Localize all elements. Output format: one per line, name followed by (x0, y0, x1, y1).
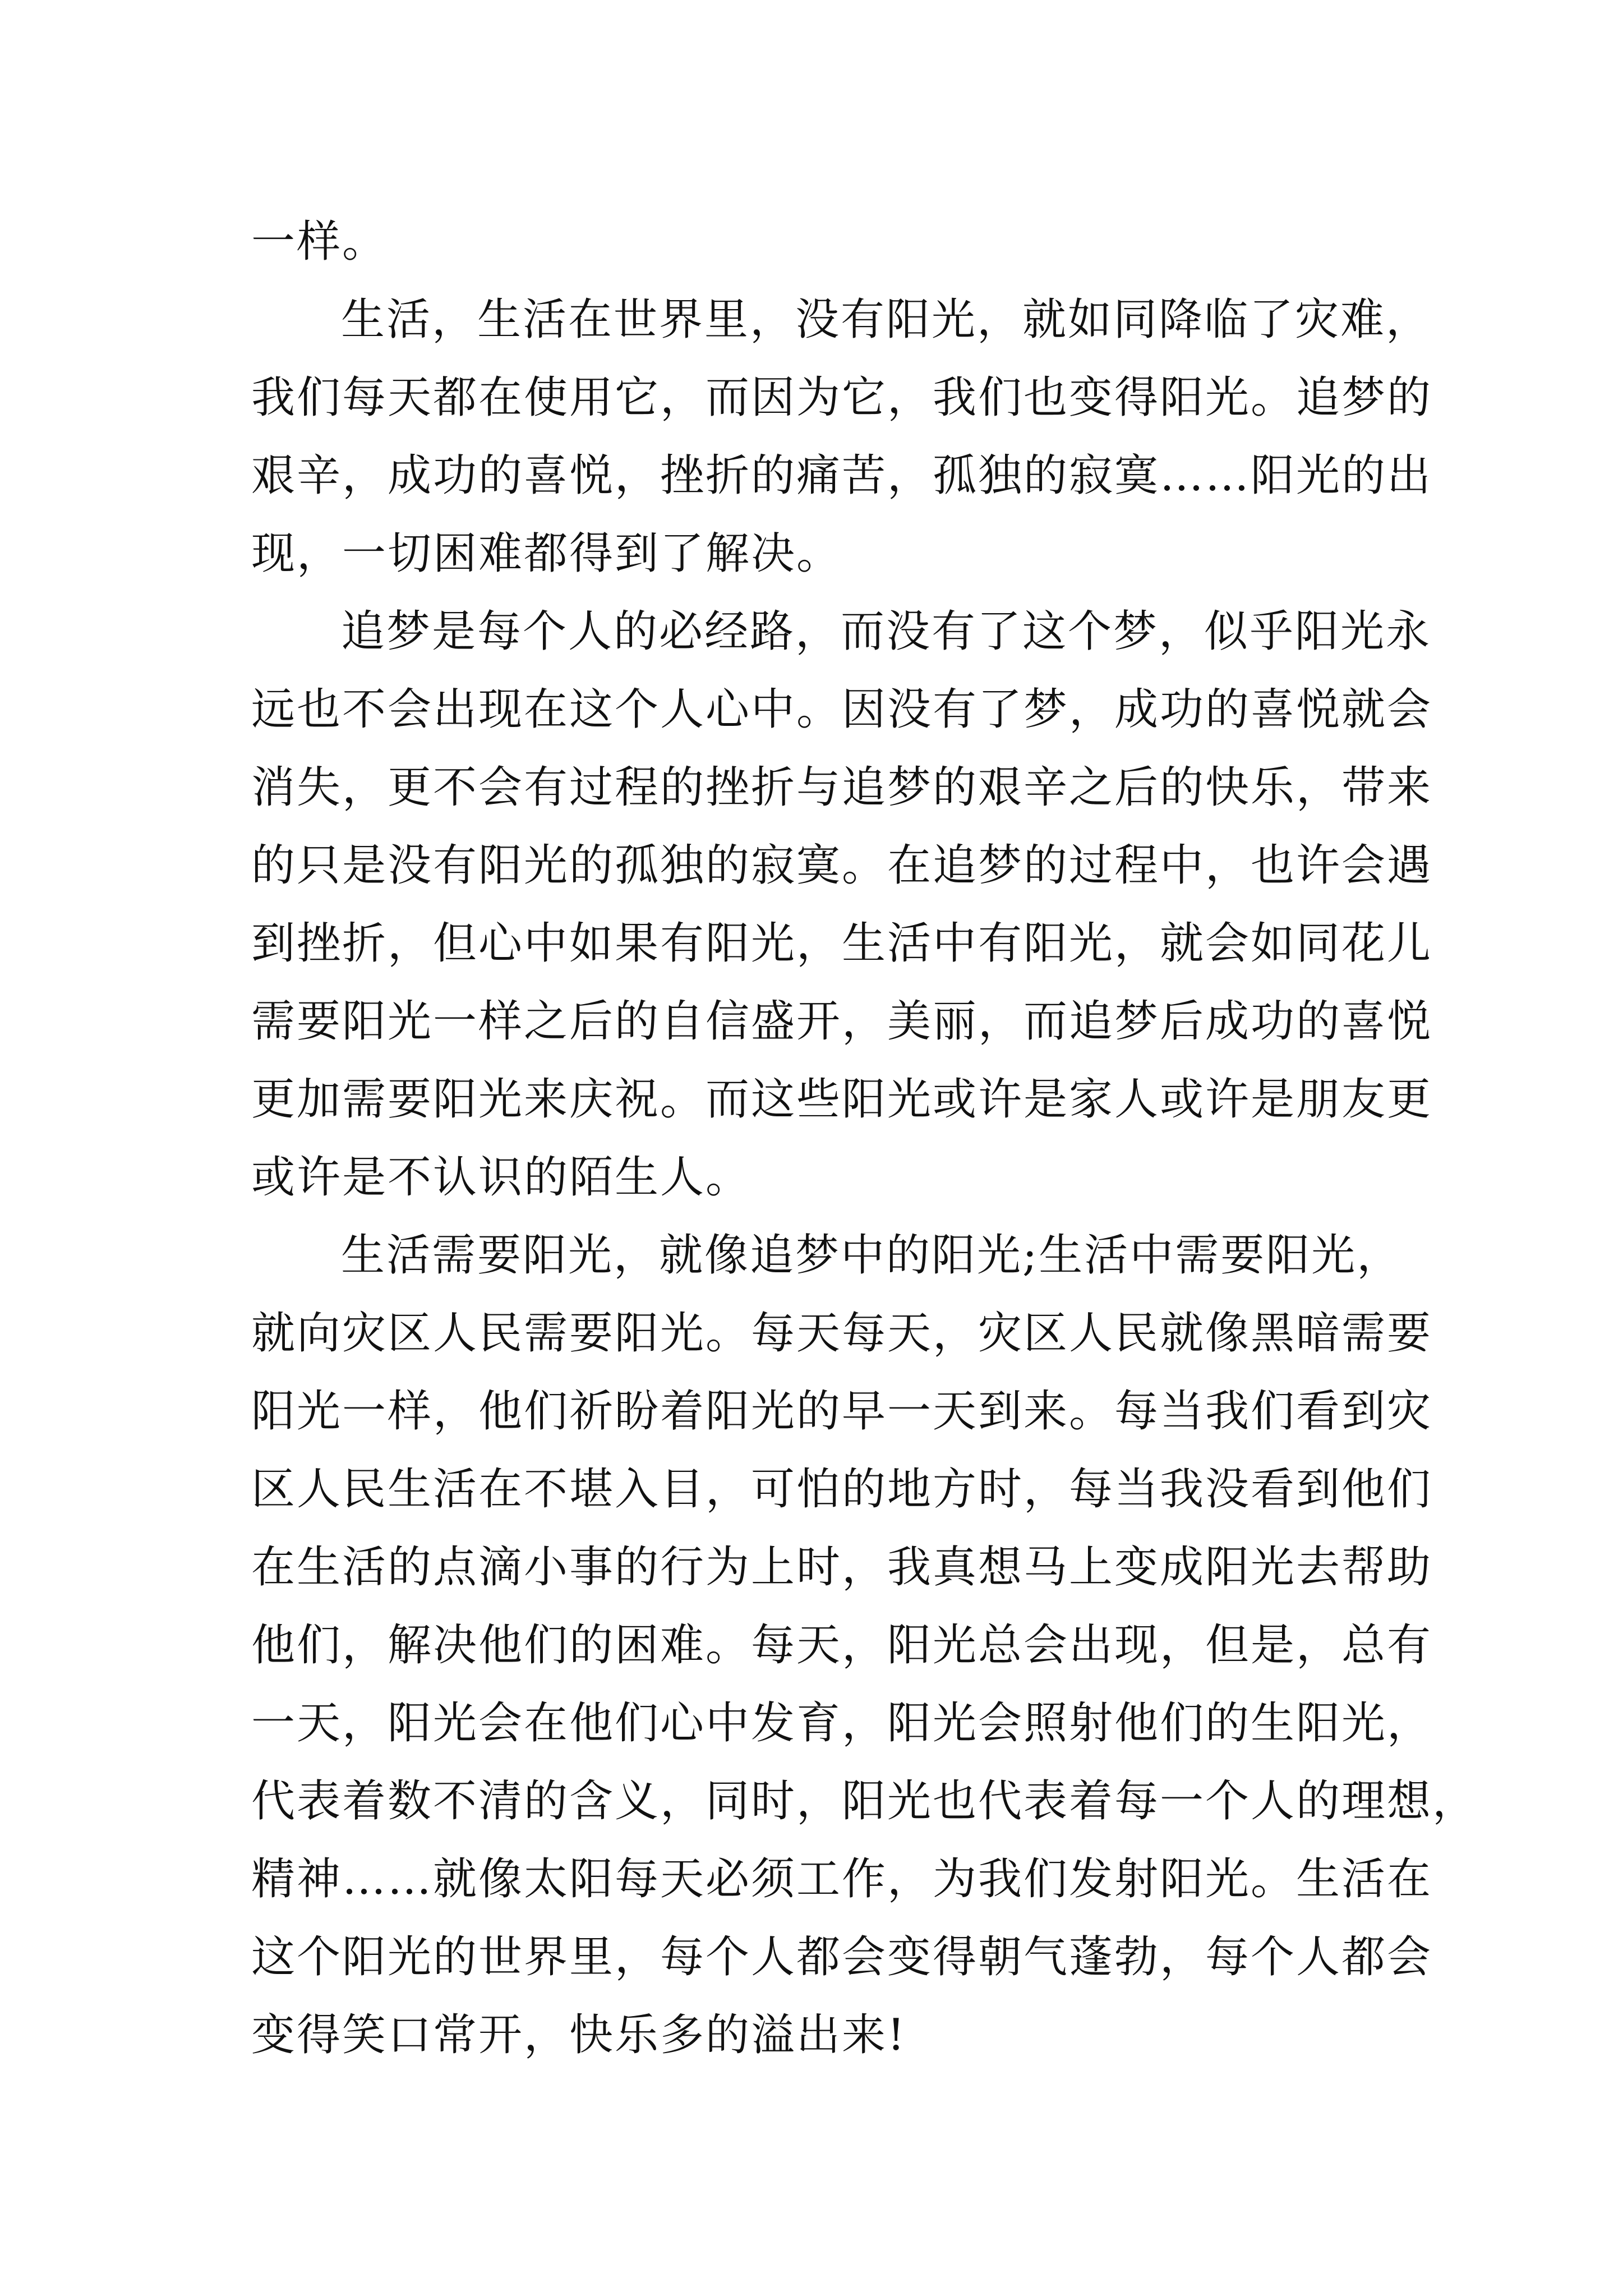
text-line: 现，一切困难都得到了解决。 (251, 528, 842, 579)
paragraph-4 (251, 1217, 1478, 2074)
text-line: 变得笑口常开，快乐多的溢出来! (251, 2010, 907, 2060)
document-body (251, 203, 1478, 2074)
text-line: 这个阳光的世界里，每个人都会变得朝气蓬勃，每个人都会 (251, 1932, 1433, 1982)
text-line: 一天，阳光会在他们心中发育，阳光会照射他们的生阳光， (251, 1698, 1433, 1749)
text-line: 远也不会出现在这个人心中。因没有了梦，成功的喜悦就会 (251, 684, 1433, 735)
text-line: 追梦是每个人的必经路，而没有了这个梦，似乎阳光永 (341, 606, 1432, 657)
text-line: 精神……就像太阳每天必须工作，为我们发射阳光。生活在 (251, 1854, 1433, 1904)
text-line: 生活需要阳光，就像追梦中的阳光;生活中需要阳光， (341, 1230, 1403, 1281)
text-line: 需要阳光一样之后的自信盛开，美丽，而追梦后成功的喜悦 (251, 996, 1433, 1047)
paragraph-3 (251, 593, 1433, 1217)
text-line: 一样。 (251, 217, 388, 267)
text-line: 消失，更不会有过程的挫折与追梦的艰辛之后的快乐，带来 (251, 762, 1433, 813)
paragraph-1 (251, 203, 1407, 281)
text-line: 在生活的点滴小事的行为上时，我真想马上变成阳光去帮助 (251, 1542, 1433, 1593)
text-line: 到挫折，但心中如果有阳光，生活中有阳光，就会如同花儿 (251, 918, 1433, 969)
text-line: 我们每天都在使用它，而因为它，我们也变得阳光。追梦的 (251, 372, 1433, 423)
text-line: 就向灾区人民需要阳光。每天每天，灾区人民就像黑暗需要 (251, 1308, 1433, 1359)
text-line: 或许是不认识的陌生人。 (251, 1152, 751, 1203)
text-line: 生活，生活在世界里，没有阳光，就如同降临了灾难， (341, 295, 1432, 345)
text-line: 阳光一样，他们祈盼着阳光的早一天到来。每当我们看到灾 (251, 1386, 1433, 1437)
text-line: 他们，解决他们的困难。每天，阳光总会出现，但是，总有 (251, 1620, 1433, 1671)
text-line: 更加需要阳光来庆祝。而这些阳光或许是家人或许是朋友更 (251, 1074, 1433, 1125)
text-line: 的只是没有阳光的孤独的寂寞。在追梦的过程中，也许会遇 (251, 840, 1433, 891)
text-line: 艰辛，成功的喜悦，挫折的痛苦，孤独的寂寞……阳光的出 (251, 450, 1433, 501)
text-line: 代表着数不清的含义，同时，阳光也代表着每一个人的理想， (251, 1776, 1478, 1826)
paragraph-2 (251, 281, 1433, 593)
text-line: 区人民生活在不堪入目，可怕的地方时，每当我没看到他们 (251, 1464, 1433, 1515)
